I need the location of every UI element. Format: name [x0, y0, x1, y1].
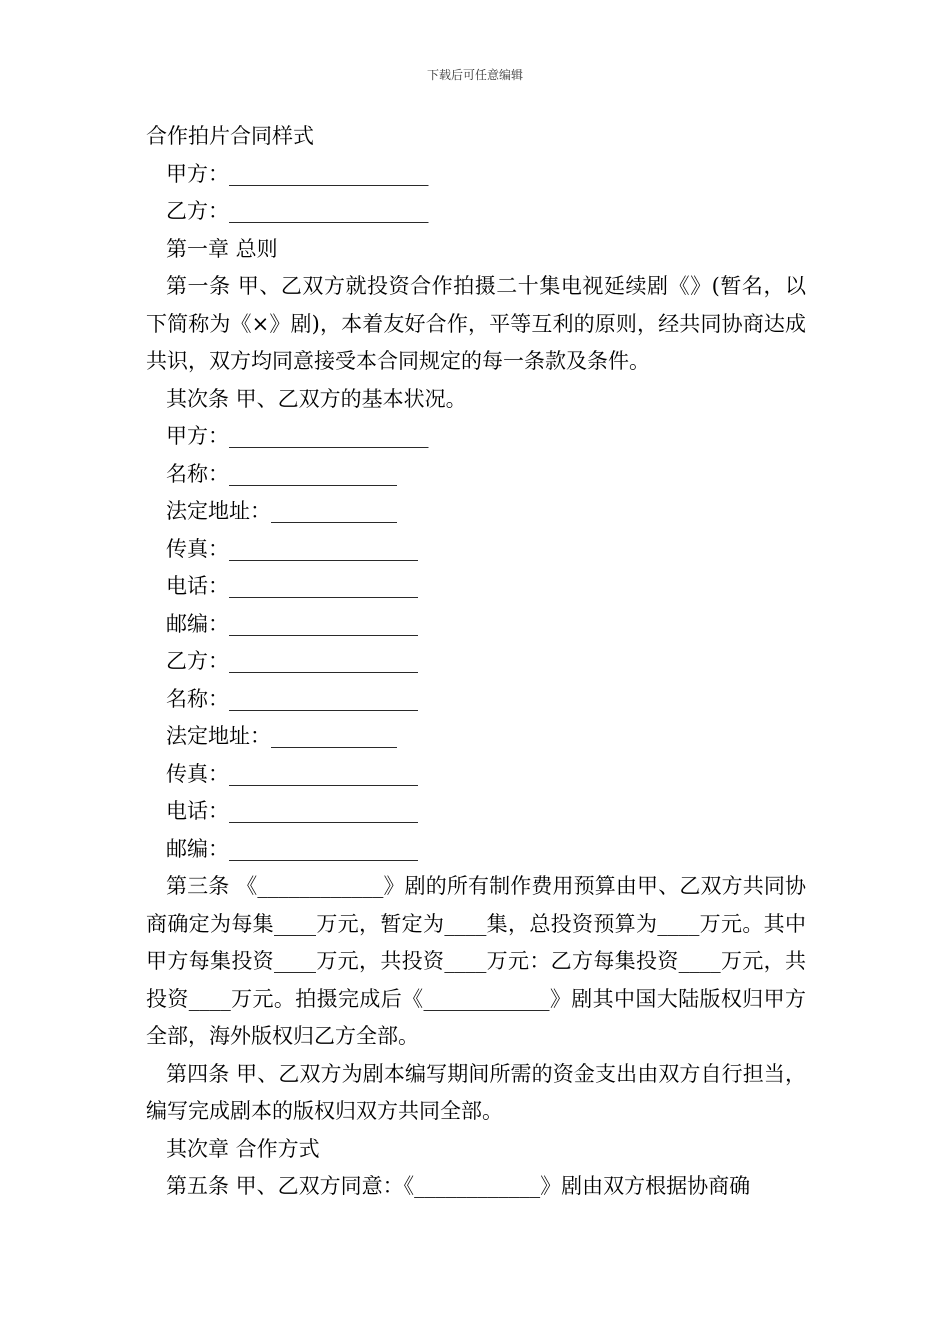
- party-a-name-field: 名称：________________: [166, 461, 397, 486]
- contract-document: [146, 118, 806, 1206]
- article-4: 第四条 甲、乙双方为剧本编写期间所需的资金支出由双方自行担当，编写完成剧本的版权归双方共同全部。: [146, 1061, 806, 1123]
- article-2-heading: 其次条 甲、乙双方的基本状况。: [166, 386, 467, 411]
- article-1: 第一条 甲、乙双方就投资合作拍摄二十集电视延续剧《》(暂名，以下简称为《×》剧)，本着友好合作，平等互利的原则，经共同协商达成共识，双方均同意接受本合同规定的每一条款及条件。: [146, 274, 806, 373]
- party-a-address-field: 法定地址：____________: [166, 499, 397, 523]
- party-b-address-field: 法定地址：____________: [166, 724, 397, 748]
- party-b-field: 乙方：___________________: [166, 199, 429, 223]
- article-5: 第五条 甲、乙双方同意：《____________》剧由双方根据协商确: [166, 1174, 751, 1198]
- party-a-phone-field: 电话：__________________: [166, 574, 418, 598]
- party-b-label-field: 乙方：__________________: [166, 649, 418, 673]
- party-a-label-field: 甲方：___________________: [166, 424, 429, 448]
- party-b-phone-field: 电话：__________________: [166, 799, 418, 823]
- document-title: 合作拍片合同样式: [146, 124, 314, 148]
- chapter-2-heading: 其次章 合作方式: [166, 1136, 320, 1161]
- party-b-fax-field: 传真：__________________: [166, 761, 418, 786]
- chapter-1-heading: 第一章 总则: [166, 236, 278, 261]
- party-a-postcode-field: 邮编：__________________: [166, 611, 418, 636]
- party-a-field: 甲方：___________________: [166, 161, 429, 186]
- article-3: 第三条 《____________》剧的所有制作费用预算由甲、乙双方共同协商确定为每集____万元，暂定为____集，总投资预算为____万元。其中甲方每集投资____万元，共投资____万元：乙方每集投资____万元，共投资____万元。拍摄完成后《____________》剧其中国大陆版权归甲方全部，海外版权归乙方全部。: [146, 874, 806, 1048]
- page-header: 下载后可任意编辑: [426, 68, 523, 82]
- party-b-name-field: 名称：__________________: [166, 686, 418, 711]
- party-a-fax-field: 传真：__________________: [166, 536, 418, 561]
- party-b-postcode-field: 邮编：__________________: [166, 836, 418, 861]
